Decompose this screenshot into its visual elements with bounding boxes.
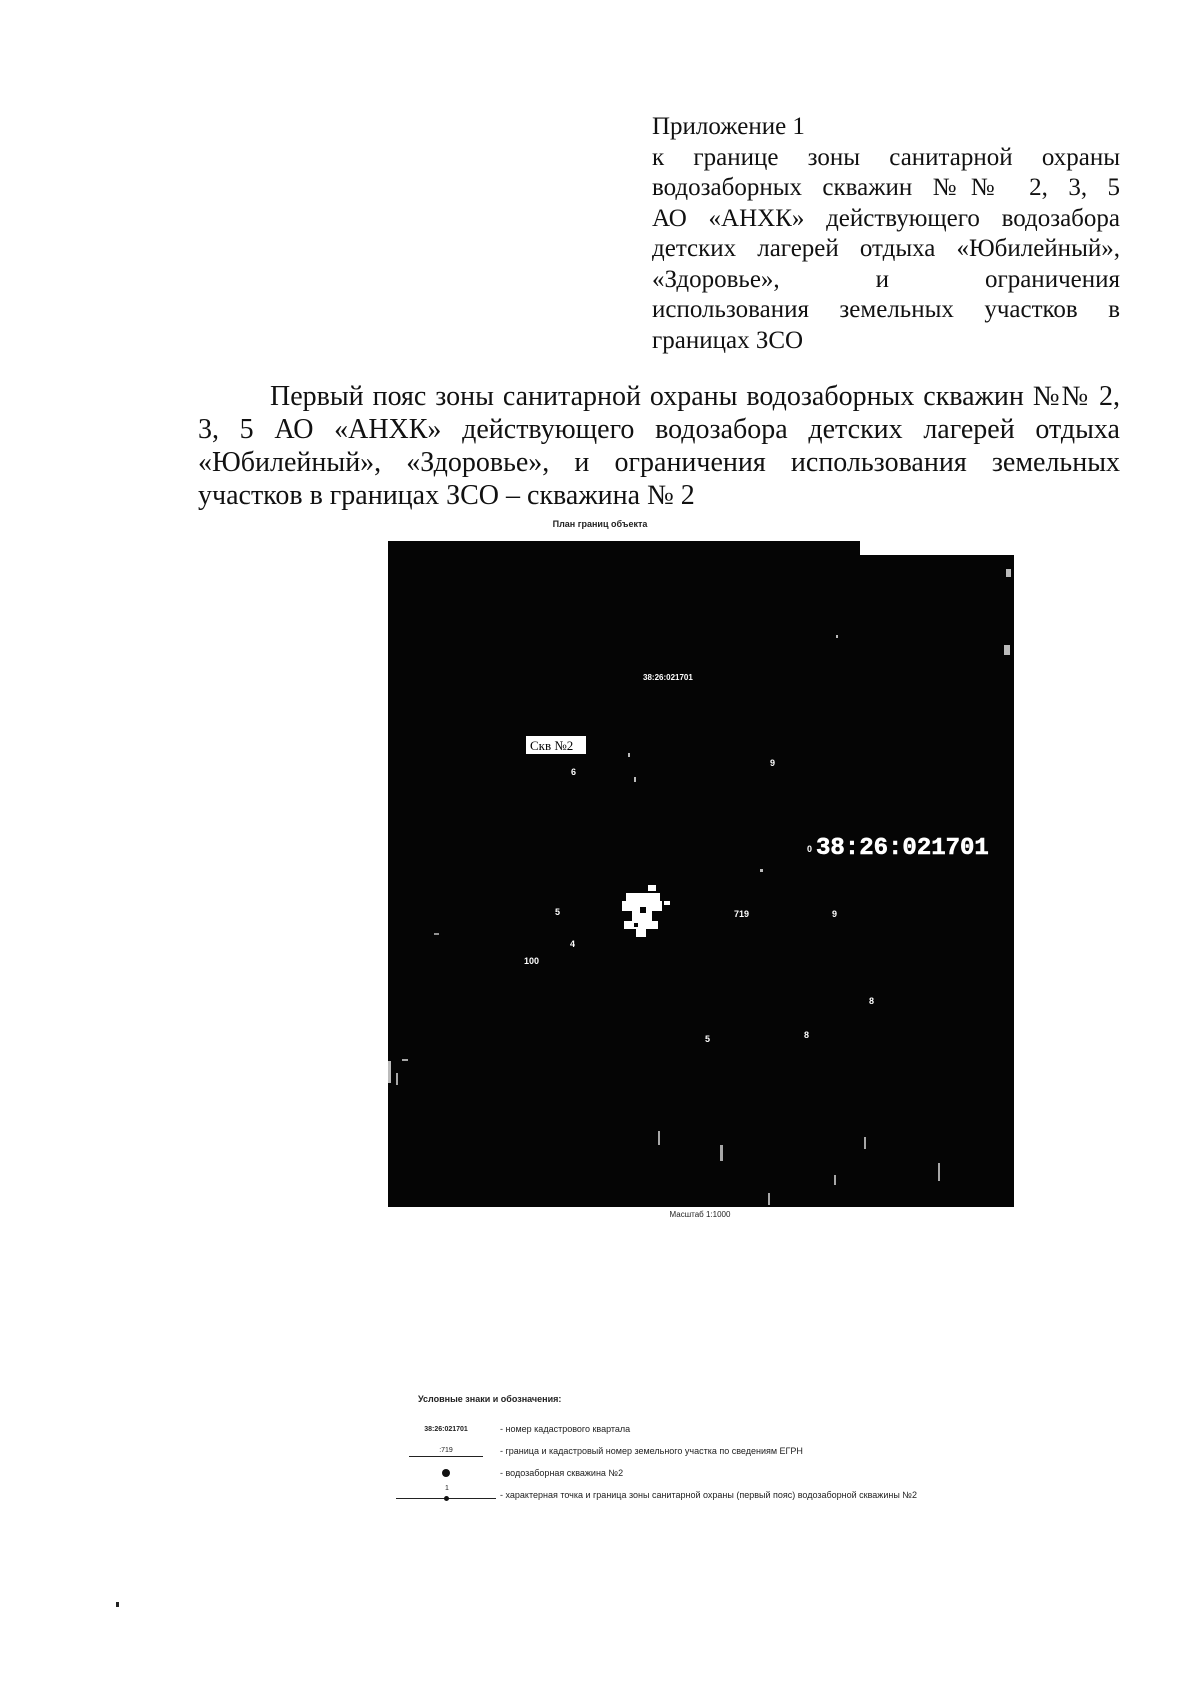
- quarter-code-small: 38:26:021701: [643, 673, 693, 682]
- document-heading: [198, 380, 1120, 512]
- point-number: 4: [570, 939, 576, 949]
- appendix-line: АО «АНХК» действующего водозабора: [652, 204, 1120, 232]
- ground-texture: [388, 569, 1011, 1205]
- legend-symbol: [396, 1484, 496, 1506]
- map-scale: Масштаб 1:1000: [669, 1210, 731, 1219]
- legend-item-quarter: [396, 1418, 1036, 1440]
- heading-line: участков в границах ЗСО – скважина № 2: [198, 480, 695, 511]
- appendix-line: детских лагерей отдыха «Юбилейный»,: [652, 235, 1120, 262]
- well-label: Скв №2: [530, 738, 574, 753]
- point-number: 6: [571, 767, 577, 777]
- point-number: 0: [807, 844, 813, 854]
- legend-item-zone: [396, 1484, 1036, 1506]
- legend-item-well: [396, 1462, 1036, 1484]
- heading-line: «Юбилейный», «Здоровье», и ограничения использования земельных: [198, 447, 1120, 478]
- appendix-line: водозаборных скважин №№ 2, 3, 5: [652, 174, 1120, 201]
- point-number: 8: [804, 1030, 810, 1040]
- parcel-boundary-symbol: :719: [409, 1446, 483, 1457]
- appendix-line: «Здоровье», и ограничения: [652, 265, 1120, 293]
- boundary-plan-map: [388, 541, 1014, 1207]
- plan-title: План границ объекта: [552, 519, 648, 529]
- well-dot-icon: [442, 1469, 450, 1477]
- heading-line: Первый пояс зоны санитарной охраны водозаборных скважин №№ 2,: [270, 381, 1120, 412]
- legend-symbol: [396, 1440, 496, 1462]
- point-number: 5: [705, 1034, 711, 1044]
- appendix-block: [652, 112, 1120, 356]
- scan-speck: [116, 1602, 119, 1607]
- legend-title: Условные знаки и обозначения:: [418, 1394, 562, 1404]
- legend-text: - номер кадастрового квартала: [500, 1424, 631, 1434]
- point-number: 5: [555, 907, 561, 917]
- quarter-code-symbol: 38:26:021701: [424, 1425, 468, 1433]
- appendix-line: Приложение 1: [652, 113, 805, 140]
- heading-line: 3, 5 АО «АНХК» действующего водозабора детских лагерей отдыха: [198, 414, 1120, 445]
- parcel-number: 100: [524, 956, 540, 966]
- legend-item-parcel: [396, 1440, 1036, 1462]
- appendix-line: границах ЗСО: [652, 326, 804, 354]
- legend-symbol: [396, 1462, 496, 1484]
- zone-point-number: 1: [445, 1485, 449, 1492]
- legend-symbol: [396, 1418, 496, 1440]
- zone-point-icon: [444, 1496, 449, 1501]
- legend-text: - граница и кадастровый номер земельного участка по сведениям ЕГРН: [500, 1446, 803, 1456]
- legend-text: - характерная точка и граница зоны санитарной охраны (первый пояс) водозаборной скважины №2: [500, 1490, 917, 1500]
- legend-text: - водозаборная скважина №2: [500, 1468, 624, 1478]
- parcel-number: 719: [734, 909, 750, 919]
- point-number: 9: [832, 909, 838, 919]
- zone-boundary-symbol: [396, 1484, 496, 1506]
- well-marker: [622, 885, 670, 937]
- appendix-line: использования земельных участков в: [652, 296, 1120, 323]
- appendix-line: к границе зоны санитарной охраны: [652, 143, 1120, 171]
- point-number: 8: [869, 996, 875, 1006]
- quarter-code-large: 38:26:021701: [816, 835, 989, 862]
- map-svg: [388, 541, 1014, 1207]
- legend: [396, 1394, 1036, 1506]
- point-number: 9: [770, 758, 776, 768]
